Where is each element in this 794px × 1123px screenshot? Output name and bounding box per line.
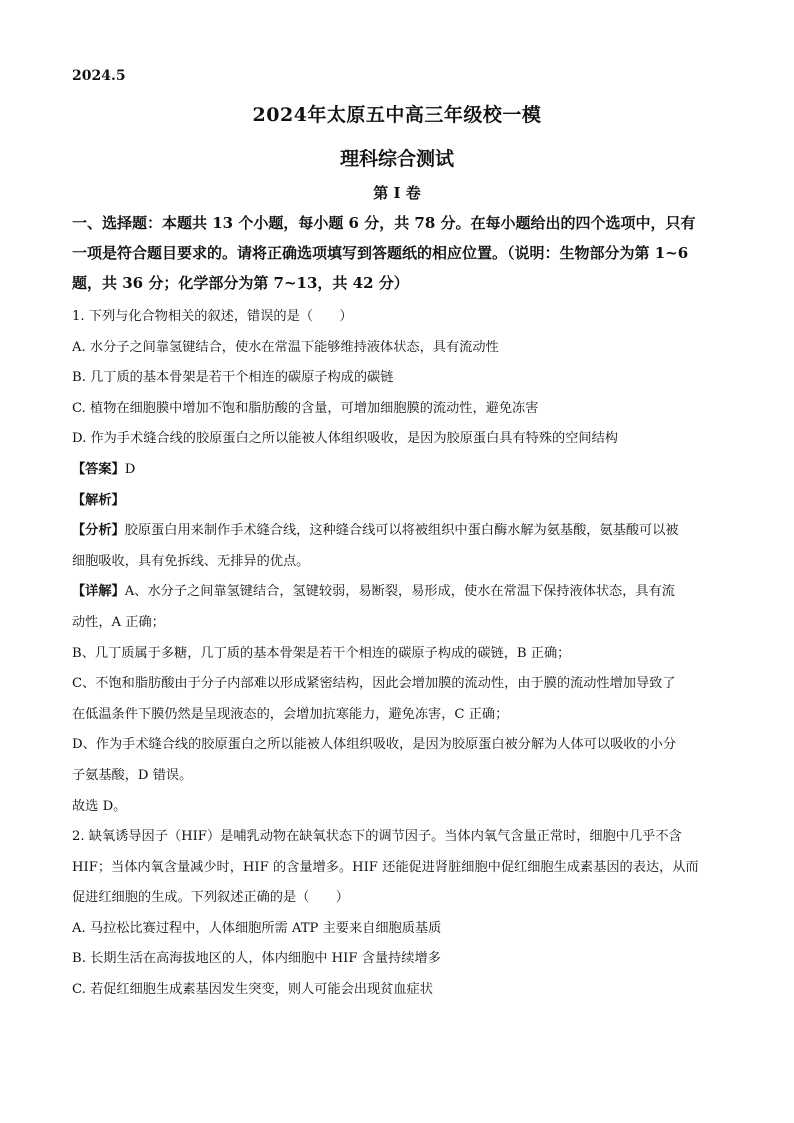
- q1-c-line-2: 在低温条件下膜仍然是呈现液态的，会增加抗寒能力，避免冻害，C 正确；: [72, 706, 509, 722]
- q1-option-a: A. 水分子之间靠氢键结合，使水在常温下能够维持液体状态，具有流动性: [72, 339, 499, 355]
- q1-stem: 1. 下列与化合物相关的叙述，错误的是（ ）: [72, 309, 353, 324]
- fenxi-tag: 【分析】: [72, 523, 125, 539]
- section-line: 题，共 36 分；化学部分为第 7~13，共 42 分）: [72, 274, 409, 292]
- section-line: 一、选择题：本题共 13 个小题，每小题 6 分，共 78 分。在每小题给出的四个选项中，只有: [72, 214, 696, 232]
- q2-option-b: B. 长期生活在高海拔地区的人，体内细胞中 HIF 含量持续增多: [72, 951, 441, 967]
- q1-xiangjie-line-1: [72, 577, 724, 608]
- q2-stem-3: 促进红细胞的生成。下列叙述正确的是（ ）: [72, 890, 349, 906]
- fenxi-text: 胶原蛋白用来制作手术缝合线，这种缝合线可以将被组织中蛋白酶水解为氨基酸，氨基酸可以被: [124, 523, 679, 539]
- q1-b-line: B、几丁质属于多糖，几丁质的基本骨架是若干个相连的碳原子构成的碳链，B 正确；: [72, 645, 571, 661]
- q2-option-a: A. 马拉松比赛过程中，人体细胞所需 ATP 主要来自细胞质基质: [72, 920, 442, 936]
- q1-conclusion: 故选 D。: [72, 798, 127, 814]
- question-body: [72, 302, 724, 1006]
- exam-date: 2024.5: [72, 68, 126, 84]
- exam-title: 2024年太原五中高三年级校一模: [252, 104, 542, 126]
- exam-subtitle: 理科综合测试: [339, 148, 454, 170]
- analysis-tag: 【解析】: [72, 492, 125, 508]
- q1-answer-line: [72, 455, 724, 486]
- xiangjie-text: A、水分子之间靠氢键结合，氢键较弱，易断裂，易形成，使水在常温下保持液体状态，具有流: [124, 584, 675, 600]
- section-instructions: [72, 208, 724, 298]
- q2-stem-1: 2. 缺氧诱导因子（HIF）是哺乳动物在缺氧状态下的调节因子。当体内氧气含量正常时，细胞中几乎不含: [72, 829, 682, 845]
- answer-value: D: [124, 461, 136, 477]
- q1-d-line-2: 子氨基酸，D 错误。: [72, 767, 193, 783]
- answer-tag: 【答案】: [72, 461, 125, 477]
- q1-analysis-tag-line: [72, 486, 724, 517]
- q1-fenxi-line-1: [72, 516, 724, 547]
- q1-option-d: D. 作为手术缝合线的胶原蛋白之所以能被人体组织吸收，是因为胶原蛋白具有特殊的空间结构: [72, 431, 618, 447]
- q1-fenxi-line-2: 细胞吸收，具有免拆线、无排异的优点。: [72, 553, 310, 569]
- xiangjie-tag: 【详解】: [72, 584, 125, 600]
- q1-c-line-1: C、不饱和脂肪酸由于分子内部难以形成紧密结构，因此会增加膜的流动性，由于膜的流动性增加导致了: [72, 676, 676, 692]
- q1-d-line-1: D、作为手术缝合线的胶原蛋白之所以能被人体组织吸收，是因为胶原蛋白被分解为人体可以吸收的小分: [72, 737, 677, 753]
- q1-xiangjie-line-2: 动性，A 正确；: [72, 614, 165, 630]
- q1-option-b: B. 几丁质的基本骨架是若干个相连的碳原子构成的碳链: [72, 370, 394, 386]
- q2-option-c: C. 若促红细胞生成素基因发生突变，则人可能会出现贫血症状: [72, 982, 433, 998]
- section-line: 一项是符合题目要求的。请将正确选项填写到答题纸的相应位置。（说明：生物部分为第 1~6: [72, 244, 689, 262]
- volume-label: 第 I 卷: [373, 184, 421, 202]
- q1-option-c: C. 植物在细胞膜中增加不饱和脂肪酸的含量，可增加细胞膜的流动性，避免冻害: [72, 400, 539, 416]
- q2-stem-2: HIF；当体内氧含量减少时，HIF 的含量增多。HIF 还能促进肾脏细胞中促红细胞生成素基因的表达，从而: [72, 859, 699, 875]
